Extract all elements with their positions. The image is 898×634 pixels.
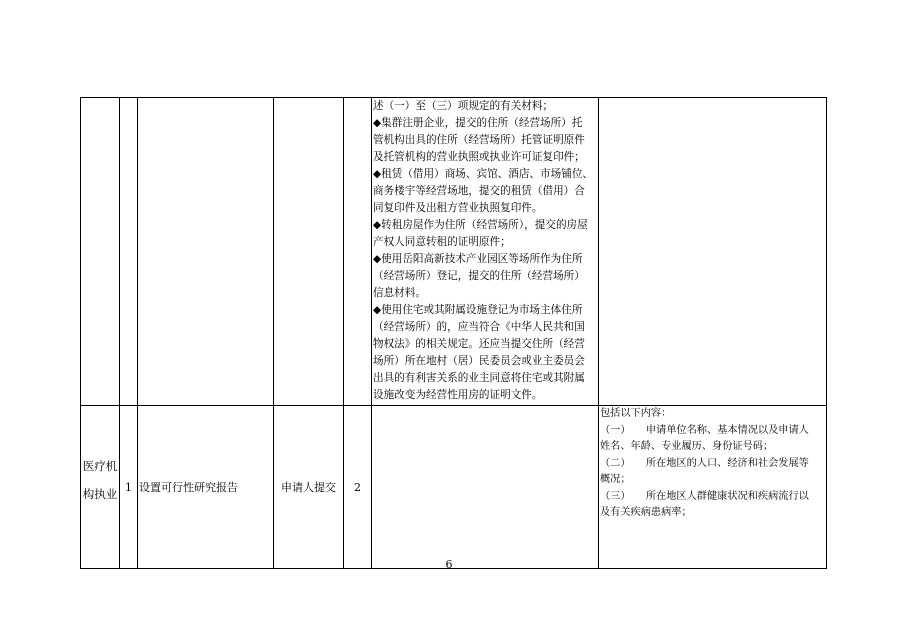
requirement-line: ◆转租房屋作为住所（经营场所），提交的房屋	[373, 219, 588, 231]
requirement-line: 述（一）至（三）项规定的有关材料；	[373, 100, 554, 112]
material-cell: 设置可行性研究报告	[138, 406, 274, 569]
category-cell	[81, 98, 120, 406]
requirement-line: ◆使用岳阳高新技术产业园区等场所作为住所	[373, 253, 583, 265]
source-cell	[274, 98, 344, 406]
requirement-line: 场所）所在地村（居）民委员会或业主委员会	[373, 355, 585, 367]
category-line: 医疗机	[82, 459, 118, 473]
material-cell	[138, 98, 274, 406]
requirement-line: ◆使用住宅或其附属设施登记为市场主体住所	[373, 304, 583, 316]
requirement-line: 设施改变为经营性用房的证明文件。	[373, 389, 543, 401]
table-row	[81, 98, 827, 406]
category-cell	[81, 406, 120, 569]
requirement-line: ◆租赁（借用）商场、宾馆、酒店、市场铺位、	[373, 168, 594, 180]
requirement-line: 信息材料。	[373, 287, 426, 299]
notes-line: （三） 所在地区人群健康状况和疾病流行以	[600, 490, 809, 502]
requirement-line: 出具的有利害关系的业主同意将住宅或其附属	[373, 372, 585, 384]
notes-line: 概况；	[600, 474, 631, 485]
requirement-line: 管机构出具的住所（经营场所）托管证明原件	[373, 134, 585, 146]
index-cell: 1	[120, 406, 138, 569]
notes-line: （二） 所在地区的人口、经济和社会发展等	[600, 457, 809, 469]
requirement-line: （经营场所）的，应当符合《中华人民共和国	[373, 321, 585, 333]
requirements-cell	[372, 406, 599, 569]
notes-line: 姓名、年龄、专业履历、身份证号码；	[600, 441, 774, 452]
source-cell: 申请人提交	[274, 406, 344, 569]
notes-line: 包括以下内容：	[600, 408, 672, 419]
requirement-line: 及托管机构的营业执照或执业许可证复印件；	[373, 151, 585, 163]
index-cell	[120, 98, 138, 406]
notes-line: 及有关疾病患病率；	[600, 507, 692, 518]
requirements-cell	[372, 98, 599, 406]
page-number: 6	[445, 558, 453, 571]
copies-cell	[344, 98, 372, 406]
requirement-line: （经营场所）登记，提交的住所（经营场所）	[373, 270, 585, 282]
notes-cell	[599, 98, 827, 406]
materials-table	[80, 97, 827, 569]
requirement-line: 同复印件及出租方营业执照复印件。	[373, 202, 543, 214]
table-row	[81, 406, 827, 569]
requirement-line: 商务楼宇等经营场地，提交的租赁（借用）合	[373, 185, 585, 197]
category-line: 构执业	[82, 487, 118, 501]
requirement-line: 产权人同意转租的证明原件；	[373, 236, 511, 248]
copies-cell: 2	[344, 406, 372, 569]
requirement-line: 物权法》的相关规定。还应当提交住所（经营	[373, 338, 585, 350]
requirement-line: ◆集群注册企业，提交的住所（经营场所）托	[373, 117, 583, 129]
notes-cell	[599, 406, 827, 569]
notes-line: （一） 申请单位名称、基本情况以及申请人	[600, 424, 809, 436]
